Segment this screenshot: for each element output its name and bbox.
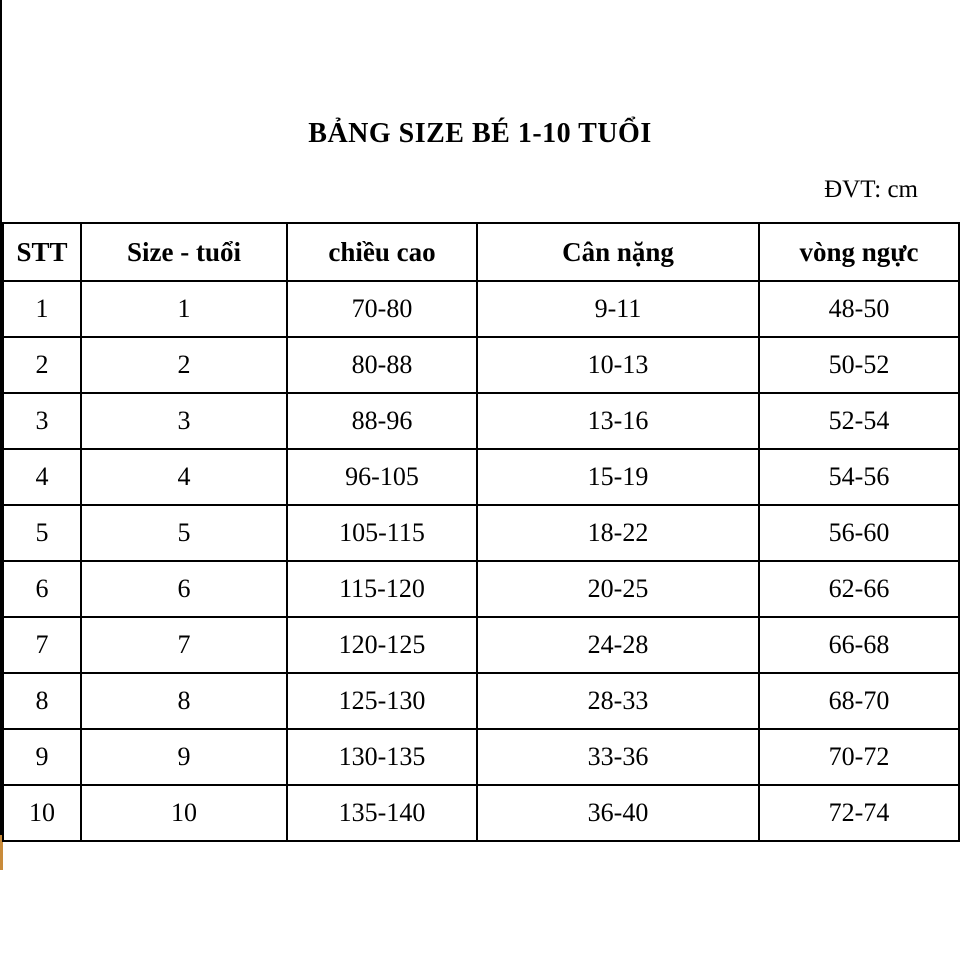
column-header-size-tuoi: Size - tuổi — [81, 223, 287, 281]
cell-chieu-cao: 80-88 — [287, 337, 477, 393]
cell-stt: 6 — [3, 561, 81, 617]
cell-size-tuoi: 5 — [81, 505, 287, 561]
cell-vong-nguc: 52-54 — [759, 393, 959, 449]
cell-size-tuoi: 10 — [81, 785, 287, 841]
cell-stt: 8 — [3, 673, 81, 729]
cell-vong-nguc: 54-56 — [759, 449, 959, 505]
cell-size-tuoi: 9 — [81, 729, 287, 785]
cell-can-nang: 28-33 — [477, 673, 759, 729]
table-row — [3, 449, 959, 505]
cell-size-tuoi: 2 — [81, 337, 287, 393]
cell-vong-nguc: 66-68 — [759, 617, 959, 673]
cell-size-tuoi: 1 — [81, 281, 287, 337]
table-row — [3, 561, 959, 617]
cell-chieu-cao: 130-135 — [287, 729, 477, 785]
cell-vong-nguc: 50-52 — [759, 337, 959, 393]
cell-stt: 1 — [3, 281, 81, 337]
cell-vong-nguc: 56-60 — [759, 505, 959, 561]
cell-vong-nguc: 62-66 — [759, 561, 959, 617]
column-header-stt: STT — [3, 223, 81, 281]
table-row — [3, 785, 959, 841]
cell-can-nang: 9-11 — [477, 281, 759, 337]
cell-chieu-cao: 115-120 — [287, 561, 477, 617]
table-row — [3, 617, 959, 673]
table-row — [3, 505, 959, 561]
cell-stt: 4 — [3, 449, 81, 505]
table-row — [3, 281, 959, 337]
column-header-vong-nguc: vòng ngực — [759, 223, 959, 281]
cell-vong-nguc: 72-74 — [759, 785, 959, 841]
cell-stt: 10 — [3, 785, 81, 841]
table-row — [3, 729, 959, 785]
cell-chieu-cao: 70-80 — [287, 281, 477, 337]
cell-size-tuoi: 8 — [81, 673, 287, 729]
cell-chieu-cao: 125-130 — [287, 673, 477, 729]
cell-size-tuoi: 4 — [81, 449, 287, 505]
cell-size-tuoi: 3 — [81, 393, 287, 449]
cell-stt: 2 — [3, 337, 81, 393]
unit-note: ĐVT: cm — [824, 176, 918, 203]
cell-vong-nguc: 48-50 — [759, 281, 959, 337]
cell-size-tuoi: 6 — [81, 561, 287, 617]
cell-size-tuoi: 7 — [81, 617, 287, 673]
cell-can-nang: 10-13 — [477, 337, 759, 393]
cell-stt: 9 — [3, 729, 81, 785]
size-table — [2, 222, 960, 842]
cell-stt: 7 — [3, 617, 81, 673]
page-title: BẢNG SIZE BÉ 1-10 TUỔI — [308, 118, 652, 149]
cell-can-nang: 24-28 — [477, 617, 759, 673]
cell-can-nang: 36-40 — [477, 785, 759, 841]
table-row — [3, 337, 959, 393]
table-row — [3, 673, 959, 729]
cell-vong-nguc: 70-72 — [759, 729, 959, 785]
cell-chieu-cao: 105-115 — [287, 505, 477, 561]
column-header-chieu-cao: chiều cao — [287, 223, 477, 281]
table-header-row — [3, 223, 959, 281]
cell-can-nang: 18-22 — [477, 505, 759, 561]
cell-stt: 3 — [3, 393, 81, 449]
cell-can-nang: 33-36 — [477, 729, 759, 785]
cell-chieu-cao: 88-96 — [287, 393, 477, 449]
cell-can-nang: 15-19 — [477, 449, 759, 505]
cell-stt: 5 — [3, 505, 81, 561]
cell-chieu-cao: 120-125 — [287, 617, 477, 673]
cell-chieu-cao: 135-140 — [287, 785, 477, 841]
cell-can-nang: 13-16 — [477, 393, 759, 449]
cell-can-nang: 20-25 — [477, 561, 759, 617]
column-header-can-nang: Cân nặng — [477, 223, 759, 281]
cell-vong-nguc: 68-70 — [759, 673, 959, 729]
cell-chieu-cao: 96-105 — [287, 449, 477, 505]
table-row — [3, 393, 959, 449]
